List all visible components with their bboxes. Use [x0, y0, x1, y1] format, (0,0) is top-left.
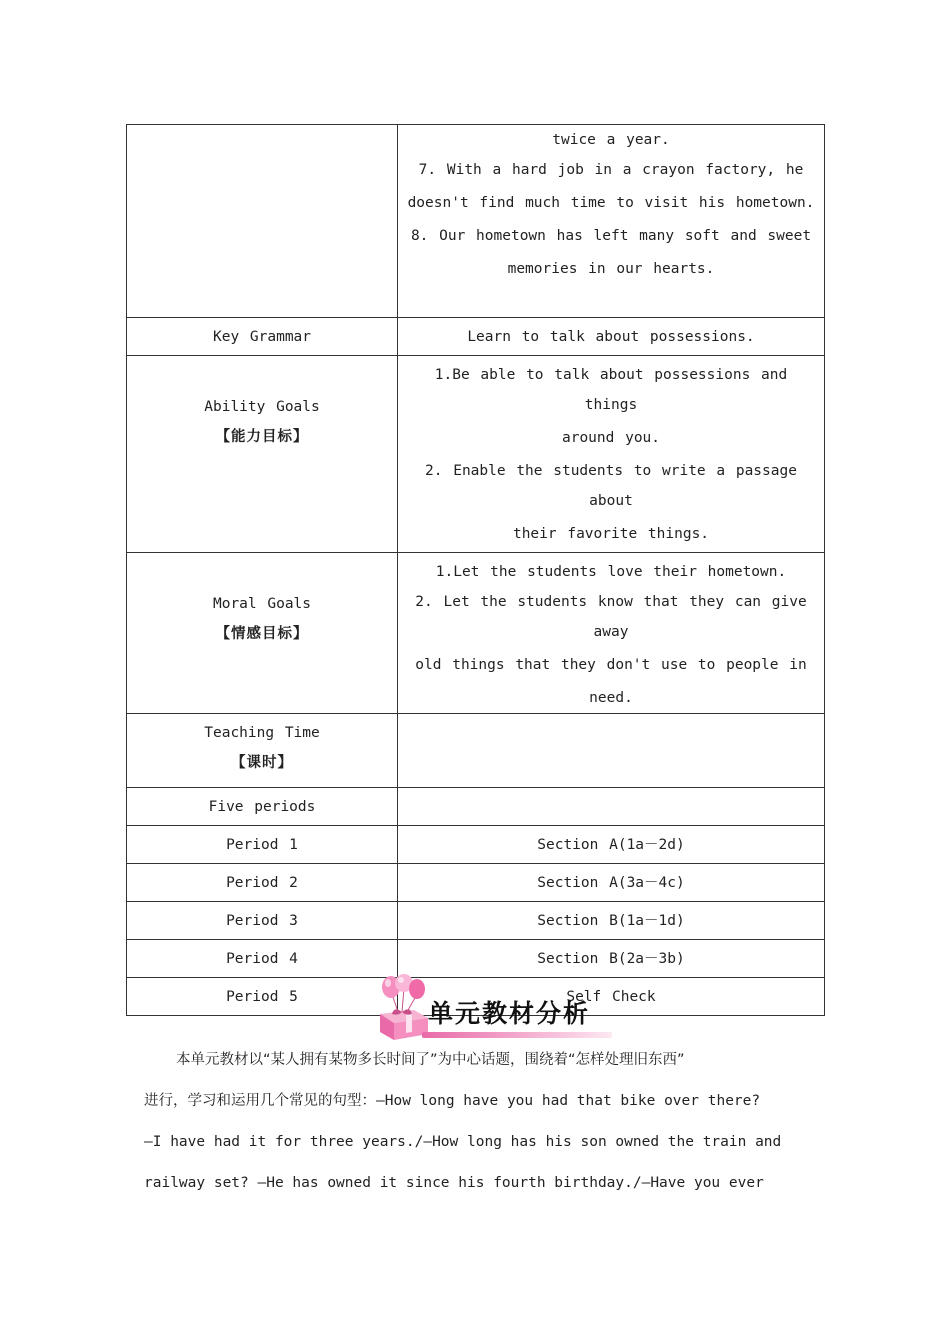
analysis-line: 本单元教材以“某人拥有某物多长时间了”为中心话题，围绕着“怎样处理旧东西” — [176, 1052, 685, 1068]
period-section — [398, 902, 825, 940]
moral-goals-title-cn: 【情感目标】 — [215, 626, 309, 642]
banner-title: 单元教材分析 — [428, 999, 591, 1028]
moral-goal-line: old things that they don't use to people in — [415, 657, 807, 673]
key-grammar-label — [127, 318, 398, 356]
section-text: Self Check — [566, 989, 656, 1005]
ability-goals-title-cn: 【能力目标】 — [215, 429, 309, 445]
table-row — [127, 714, 825, 788]
table-row — [127, 125, 825, 318]
analysis-paragraph — [144, 1040, 808, 1204]
analysis-line: —I have had it for three years./—How long has his son owned the train and — [144, 1134, 782, 1150]
table-row — [127, 826, 825, 864]
ability-goals-content — [398, 356, 825, 553]
ability-goals-title: Ability Goals — [204, 399, 320, 415]
section-text: Section B(2a－3b) — [537, 951, 685, 967]
gift-box-balloons-icon — [374, 974, 432, 1040]
teaching-plan-table — [126, 124, 825, 1016]
section-text: Section A(1a－2d) — [537, 837, 685, 853]
teaching-time-value — [398, 714, 825, 788]
table-row — [127, 553, 825, 714]
period-text: Period 4 — [226, 951, 298, 967]
objective-line: 7. With a hard job in a crayon factory, he — [418, 162, 804, 178]
section-text: Section B(1a－1d) — [537, 913, 685, 929]
moral-goals-title: Moral Goals — [212, 596, 312, 612]
objective-line: memories in our hearts. — [507, 261, 715, 277]
ability-goals-label — [127, 356, 398, 553]
key-grammar-value — [398, 318, 825, 356]
table-row — [127, 318, 825, 356]
ability-goal-line: around you. — [561, 430, 661, 446]
table-row — [127, 864, 825, 902]
period-section — [398, 864, 825, 902]
objectives-cell — [398, 125, 825, 318]
moral-goal-line: 2. Let the students know that they can give away — [415, 594, 807, 640]
moral-goals-content — [398, 553, 825, 714]
objective-line: twice a year. — [552, 132, 670, 148]
period-text: Period 5 — [226, 989, 298, 1005]
ability-goal-line: 1.Be able to talk about possessions and things — [434, 367, 788, 413]
five-periods-text: Five periods — [208, 799, 316, 815]
period-label — [127, 826, 398, 864]
key-grammar-label-text: Key Grammar — [212, 329, 312, 345]
banner-underline — [422, 1032, 612, 1038]
section-text: Section A(3a－4c) — [537, 875, 685, 891]
five-periods-value — [398, 788, 825, 826]
period-label — [127, 940, 398, 978]
table-row — [127, 902, 825, 940]
period-section — [398, 826, 825, 864]
key-grammar-value-text: Learn to talk about possessions. — [467, 329, 755, 345]
period-label — [127, 978, 398, 1016]
objective-line: doesn't find much time to visit his hometown. — [407, 195, 815, 211]
moral-goal-line: 1.Let the students love their hometown. — [435, 564, 787, 580]
teaching-time-label — [127, 714, 398, 788]
table-row — [127, 356, 825, 553]
teaching-time-title-cn: 【课时】 — [231, 755, 293, 771]
objective-line: 8. Our hometown has left many soft and sweet — [410, 228, 812, 244]
objectives-label-cell — [127, 125, 398, 318]
period-label — [127, 864, 398, 902]
moral-goal-line: need. — [589, 690, 633, 706]
moral-goals-label — [127, 553, 398, 714]
ability-goal-line: their favorite things. — [512, 526, 710, 542]
ability-goal-line: 2. Enable the students to write a passage about — [425, 463, 797, 509]
analysis-line: 进行，学习和运用几个常见的句型：—How long have you had that bike over there? — [144, 1093, 761, 1109]
analysis-line: railway set? —He has owned it since his fourth birthday./—Have you ever — [144, 1175, 764, 1191]
period-text: Period 1 — [226, 837, 298, 853]
period-text: Period 2 — [226, 875, 298, 891]
five-periods-label — [127, 788, 398, 826]
table-row — [127, 788, 825, 826]
period-label — [127, 902, 398, 940]
period-text: Period 3 — [226, 913, 298, 929]
teaching-time-title: Teaching Time — [204, 725, 320, 741]
section-banner — [374, 972, 610, 1042]
